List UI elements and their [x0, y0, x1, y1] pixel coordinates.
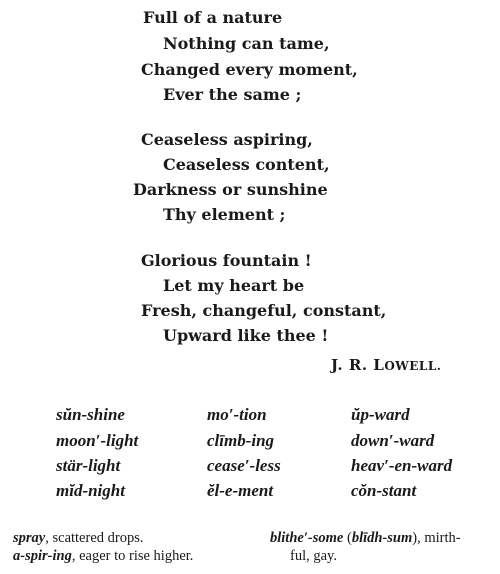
vocab-word: mĭd-night	[56, 481, 125, 500]
vocab-word: heav′-en-ward	[351, 456, 453, 475]
vocab-word: mo′-tion	[207, 405, 267, 424]
poem-line: Fresh, changeful, constant,	[141, 301, 387, 320]
vocab-word: stär-light	[56, 456, 121, 475]
gloss-entry: a-spir-ing, eager to rise higher.	[13, 548, 194, 564]
vocab-word: cease′-less	[207, 456, 281, 475]
vocab-word: clīmb-ing	[207, 431, 275, 450]
gloss-entry: spray, scattered drops.	[13, 530, 144, 546]
gloss-entry-continuation: ful, gay.	[290, 548, 337, 564]
poem-line: Let my heart be	[163, 276, 305, 295]
vocab-word: ŭp-ward	[351, 405, 410, 424]
poem-line: Upward like thee !	[163, 326, 329, 345]
poem-line: Thy element ;	[163, 205, 286, 224]
vocab-word: moon′-light	[56, 431, 139, 450]
poem-line: Ceaseless content,	[163, 155, 330, 174]
vocab-word: sŭn-shine	[56, 405, 125, 424]
poem-line: Ceaseless aspiring,	[141, 130, 313, 149]
vocab-word: cŏn-stant	[351, 481, 417, 500]
poem-line: Ever the same ;	[163, 85, 302, 104]
poem-line: Changed every moment,	[141, 60, 358, 79]
vocab-word: down′-ward	[351, 431, 435, 450]
poem-line: Darkness or sunshine	[133, 180, 328, 199]
vocab-word: ĕl-e-ment	[207, 481, 274, 500]
poem-line: Nothing can tame,	[163, 34, 330, 53]
poem-line: Full of a nature	[143, 8, 283, 27]
poem-line: Glorious fountain !	[141, 251, 312, 270]
gloss-entry: blithe′-some (blīdh-sum), mirth-	[270, 530, 461, 546]
author-attribution: J. R. LOWELL.	[331, 356, 442, 374]
